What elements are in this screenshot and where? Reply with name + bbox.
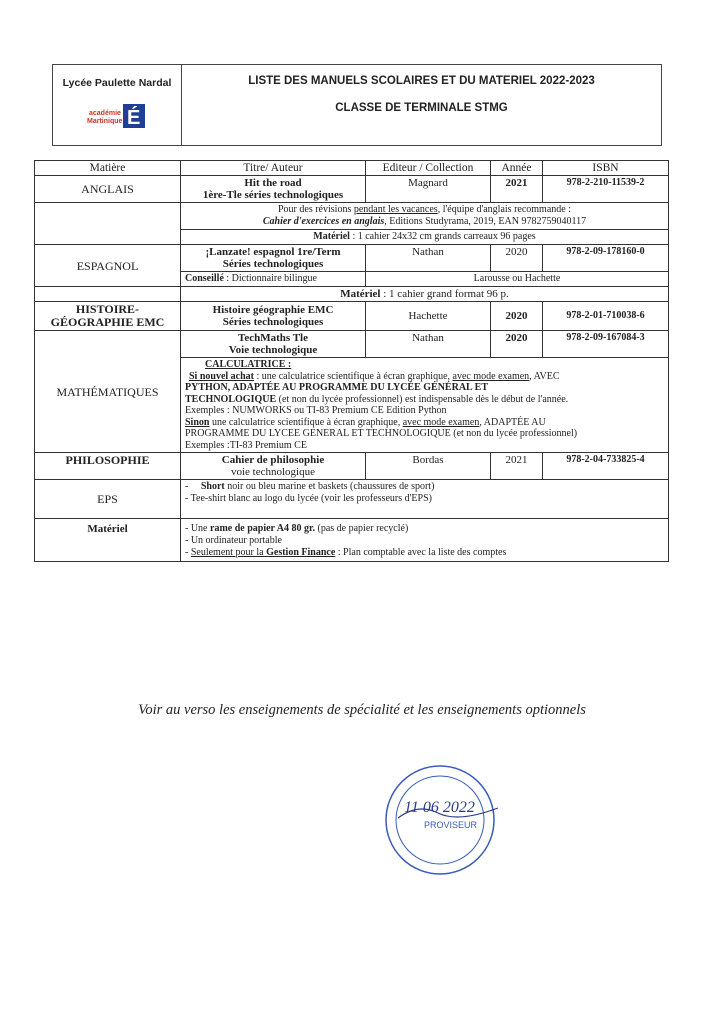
book-year: 2020: [491, 245, 543, 272]
book-year: 2021: [491, 453, 543, 480]
book-title: Hit the road: [244, 177, 302, 189]
col-header-editor: Editeur / Collection: [366, 161, 491, 176]
svg-text:É: É: [127, 107, 141, 129]
subject-histoire: HISTOIRE-GÉOGRAPHIE EMC: [35, 302, 181, 331]
anglais-material: Matériel : 1 cahier 24x32 cm grands carreaux 96 pages: [181, 230, 669, 245]
table-row-histoire: [35, 302, 669, 331]
school-box: [53, 65, 182, 145]
subject-philo: PHILOSOPHIE: [35, 453, 181, 480]
col-header-subject: Matière: [35, 161, 181, 176]
book-editor: Nathan: [366, 245, 491, 272]
col-header-isbn: ISBN: [543, 161, 669, 176]
book-title: Cahier de philosophie: [221, 454, 325, 466]
svg-text:académie: académie: [89, 110, 121, 117]
title-box: [182, 65, 661, 145]
academie-logo: [87, 103, 147, 129]
book-title: Histoire géographie EMC: [212, 304, 334, 316]
subject-materiel: Matériel: [35, 519, 181, 562]
book-isbn: 978-2-04-733825-4: [543, 453, 669, 480]
book-subtitle: Voie technologique: [228, 344, 318, 356]
book-isbn: 978-2-09-178160-0: [543, 245, 669, 272]
materiel-list: - Une rame de papier A4 80 gr. (pas de papier recyclé) - Un ordinateur portable - Seulement pour la Gestion Finance : Plan comptable avec la liste des comptes: [181, 519, 669, 562]
table-header-row: [35, 161, 669, 176]
table-row-maths: [35, 331, 669, 358]
school-stamp: [378, 758, 528, 878]
book-subtitle: Séries technologiques: [222, 258, 324, 270]
book-editor: Nathan: [366, 331, 491, 358]
book-title: ¡Lanzate! espagnol 1re/Term: [205, 246, 341, 258]
book-editor: Bordas: [366, 453, 491, 480]
book-title: TechMaths Tle: [238, 332, 308, 344]
book-editor: Magnard: [366, 176, 491, 203]
espagnol-advice: Conseillé : Dictionnaire bilingue: [181, 272, 366, 287]
book-isbn: 978-2-210-11539-2: [543, 176, 669, 203]
book-year: 2020: [491, 331, 543, 358]
table-row-anglais-material: [35, 230, 669, 245]
anglais-revision-note: Pour des révisions pendant les vacances, l'équipe d'anglais recommande : Cahier d'exercices en anglais, Editions Studyrama, 2019, EAN 9782759040117: [181, 203, 669, 230]
document-subtitle: CLASSE DE TERMINALE STMG: [335, 102, 508, 114]
svg-text:Martinique: Martinique: [87, 118, 123, 125]
svg-text:11 06 2022: 11 06 2022: [404, 799, 475, 816]
table-row-materiel: [35, 519, 669, 562]
book-isbn: 978-2-01-710038-6: [543, 302, 669, 331]
espagnol-advice-editor: Larousse ou Hachette: [366, 272, 669, 287]
subject-maths: MATHÉMATIQUES: [35, 331, 181, 453]
table-row-anglais-note: [35, 203, 669, 230]
book-subtitle: voie technologique: [230, 466, 315, 478]
table-row-espagnol: [35, 245, 669, 272]
col-header-year: Année: [491, 161, 543, 176]
subject-eps: EPS: [35, 480, 181, 519]
table-row-eps: [35, 480, 669, 519]
maths-calculator-note: CALCULATRICE : Si nouvel achat : une calculatrice scientifique à écran graphique, avec mode examen, AVEC PYTHON, ADAPTÉE AU PROGRAMME DU LYCÉE GÉNÉRAL ET TECHNOLOGIQUE (et non du lycée professionnel) est indispensable dès le début de l'année. Exemples : NUMWORKS ou TI-83 Premium CE Edition Python Sinon une calculatrice scientifique à écran graphique, avec mode examen, ADAPTÉE AU PROGRAMME DU LYCEE GENERAL ET TECHNOLOGIQUE (et non du lycée professionnel) Exemples :TI-83 Premium CE: [181, 358, 669, 453]
svg-text:PROVISEUR: PROVISEUR: [424, 820, 478, 830]
book-editor: Hachette: [366, 302, 491, 331]
table-row-espagnol-material: [35, 287, 669, 302]
document-header: [52, 64, 662, 146]
book-isbn: 978-2-09-167084-3: [543, 331, 669, 358]
document-title: LISTE DES MANUELS SCOLAIRES ET DU MATERIEL 2022-2023: [248, 75, 595, 87]
book-year: 2021: [491, 176, 543, 203]
espagnol-material: Matériel : 1 cahier grand format 96 p.: [181, 287, 669, 302]
subject-espagnol: ESPAGNOL: [35, 245, 181, 287]
book-year: 2020: [491, 302, 543, 331]
table-row-anglais: [35, 176, 669, 203]
table-row-philo: [35, 453, 669, 480]
col-header-title: Titre/ Auteur: [181, 161, 366, 176]
verso-footnote: Voir au verso les enseignements de spécialité et les enseignements optionnels: [138, 702, 586, 718]
book-list-table: [34, 160, 669, 562]
eps-equipment: - Short noir ou bleu marine et baskets (chaussures de sport) - Tee-shirt blanc au logo du lycée (voir les professeurs d'EPS): [181, 480, 669, 519]
book-subtitle: Séries technologiques: [222, 316, 324, 328]
subject-anglais: ANGLAIS: [35, 176, 181, 203]
book-subtitle: 1ère-Tle séries technologiques: [202, 189, 344, 201]
school-name: Lycée Paulette Nardal: [62, 77, 172, 89]
